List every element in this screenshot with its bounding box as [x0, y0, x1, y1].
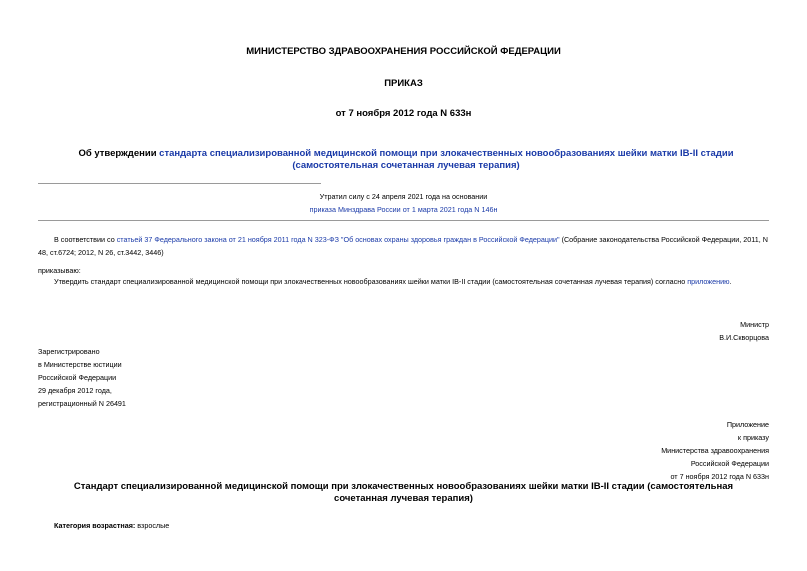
signature — [600, 318, 769, 344]
order-end: . — [729, 277, 732, 286]
preamble — [38, 233, 772, 259]
title-divider — [38, 183, 321, 184]
registration-line: Российской Федерации — [38, 373, 117, 382]
registration-line: 29 декабря 2012 года, — [38, 386, 112, 395]
appendix-line: Приложение — [726, 420, 769, 429]
appendix-link[interactable]: приложению — [687, 277, 730, 286]
document-title — [56, 148, 756, 172]
preamble-suffix: (Собрание законодательства Российской Федерации, 2011, N 48, ст.6724; 2012, N 26, ст.3442, 3446) — [38, 235, 768, 257]
appendix-block — [570, 418, 769, 483]
signature-role: Министр — [740, 320, 769, 329]
document-date: от 7 ноября 2012 года N 633н — [335, 108, 472, 119]
repeal-order-link[interactable]: приказа Минздрава России от 1 марта 2021 года N 146н — [309, 205, 498, 214]
appendix-line: к приказу — [737, 433, 769, 442]
standard-title: Стандарт специализированной медицинской помощи при злокачественных новообразованиях шейки матки IB-II стадии (самостоятельная сочетанная лучевая терапия) — [73, 481, 734, 504]
signature-name: В.И.Скворцова — [719, 333, 769, 342]
preamble-prefix: В соответствии со — [54, 235, 117, 244]
age-category-label: Категория возрастная: — [54, 521, 136, 530]
age-category — [54, 521, 169, 530]
registration-line: в Министерстве юстиции — [38, 360, 122, 369]
age-category-value: взрослые — [135, 521, 170, 530]
appendix-line: от 7 ноября 2012 года N 633н — [670, 472, 769, 481]
order-text — [54, 275, 774, 288]
repeal-notice-text: Утратил силу с 24 апреля 2021 года на основании — [319, 192, 488, 201]
appendix-line: Министерства здравоохранения — [661, 446, 769, 455]
order-word: приказываю: — [38, 266, 81, 275]
appendix-line: Российской Федерации — [690, 459, 769, 468]
repeal-notice — [0, 190, 807, 216]
ministry-heading: МИНИСТЕРСТВО ЗДРАВООХРАНЕНИЯ РОССИЙСКОЙ ФЕДЕРАЦИИ — [246, 46, 561, 57]
document-type: ПРИКАЗ — [384, 78, 423, 89]
title-prefix: Об утверждении — [78, 148, 160, 159]
title-standard-link[interactable]: стандарта специализированной медицинской помощи при злокачественных новообразованиях шейки матки IB-II стадии (самостоятельная сочетанная лучевая терапия) — [159, 148, 734, 171]
registration-line: Зарегистрировано — [38, 347, 100, 356]
order-body: Утвердить стандарт специализированной медицинской помощи при злокачественных новообразованиях шейки матки IB-II стадии (самостоятельная сочетанная лучевая терапия) согласно — [54, 277, 688, 286]
federal-law-link[interactable]: статьей 37 Федерального закона от 21 ноября 2011 года N 323-ФЗ "Об основах охраны здоровья граждан в Российской Федерации" — [116, 235, 560, 244]
registration-block — [38, 345, 126, 410]
registration-line: регистрационный N 26491 — [38, 399, 126, 408]
notice-divider — [38, 220, 769, 221]
